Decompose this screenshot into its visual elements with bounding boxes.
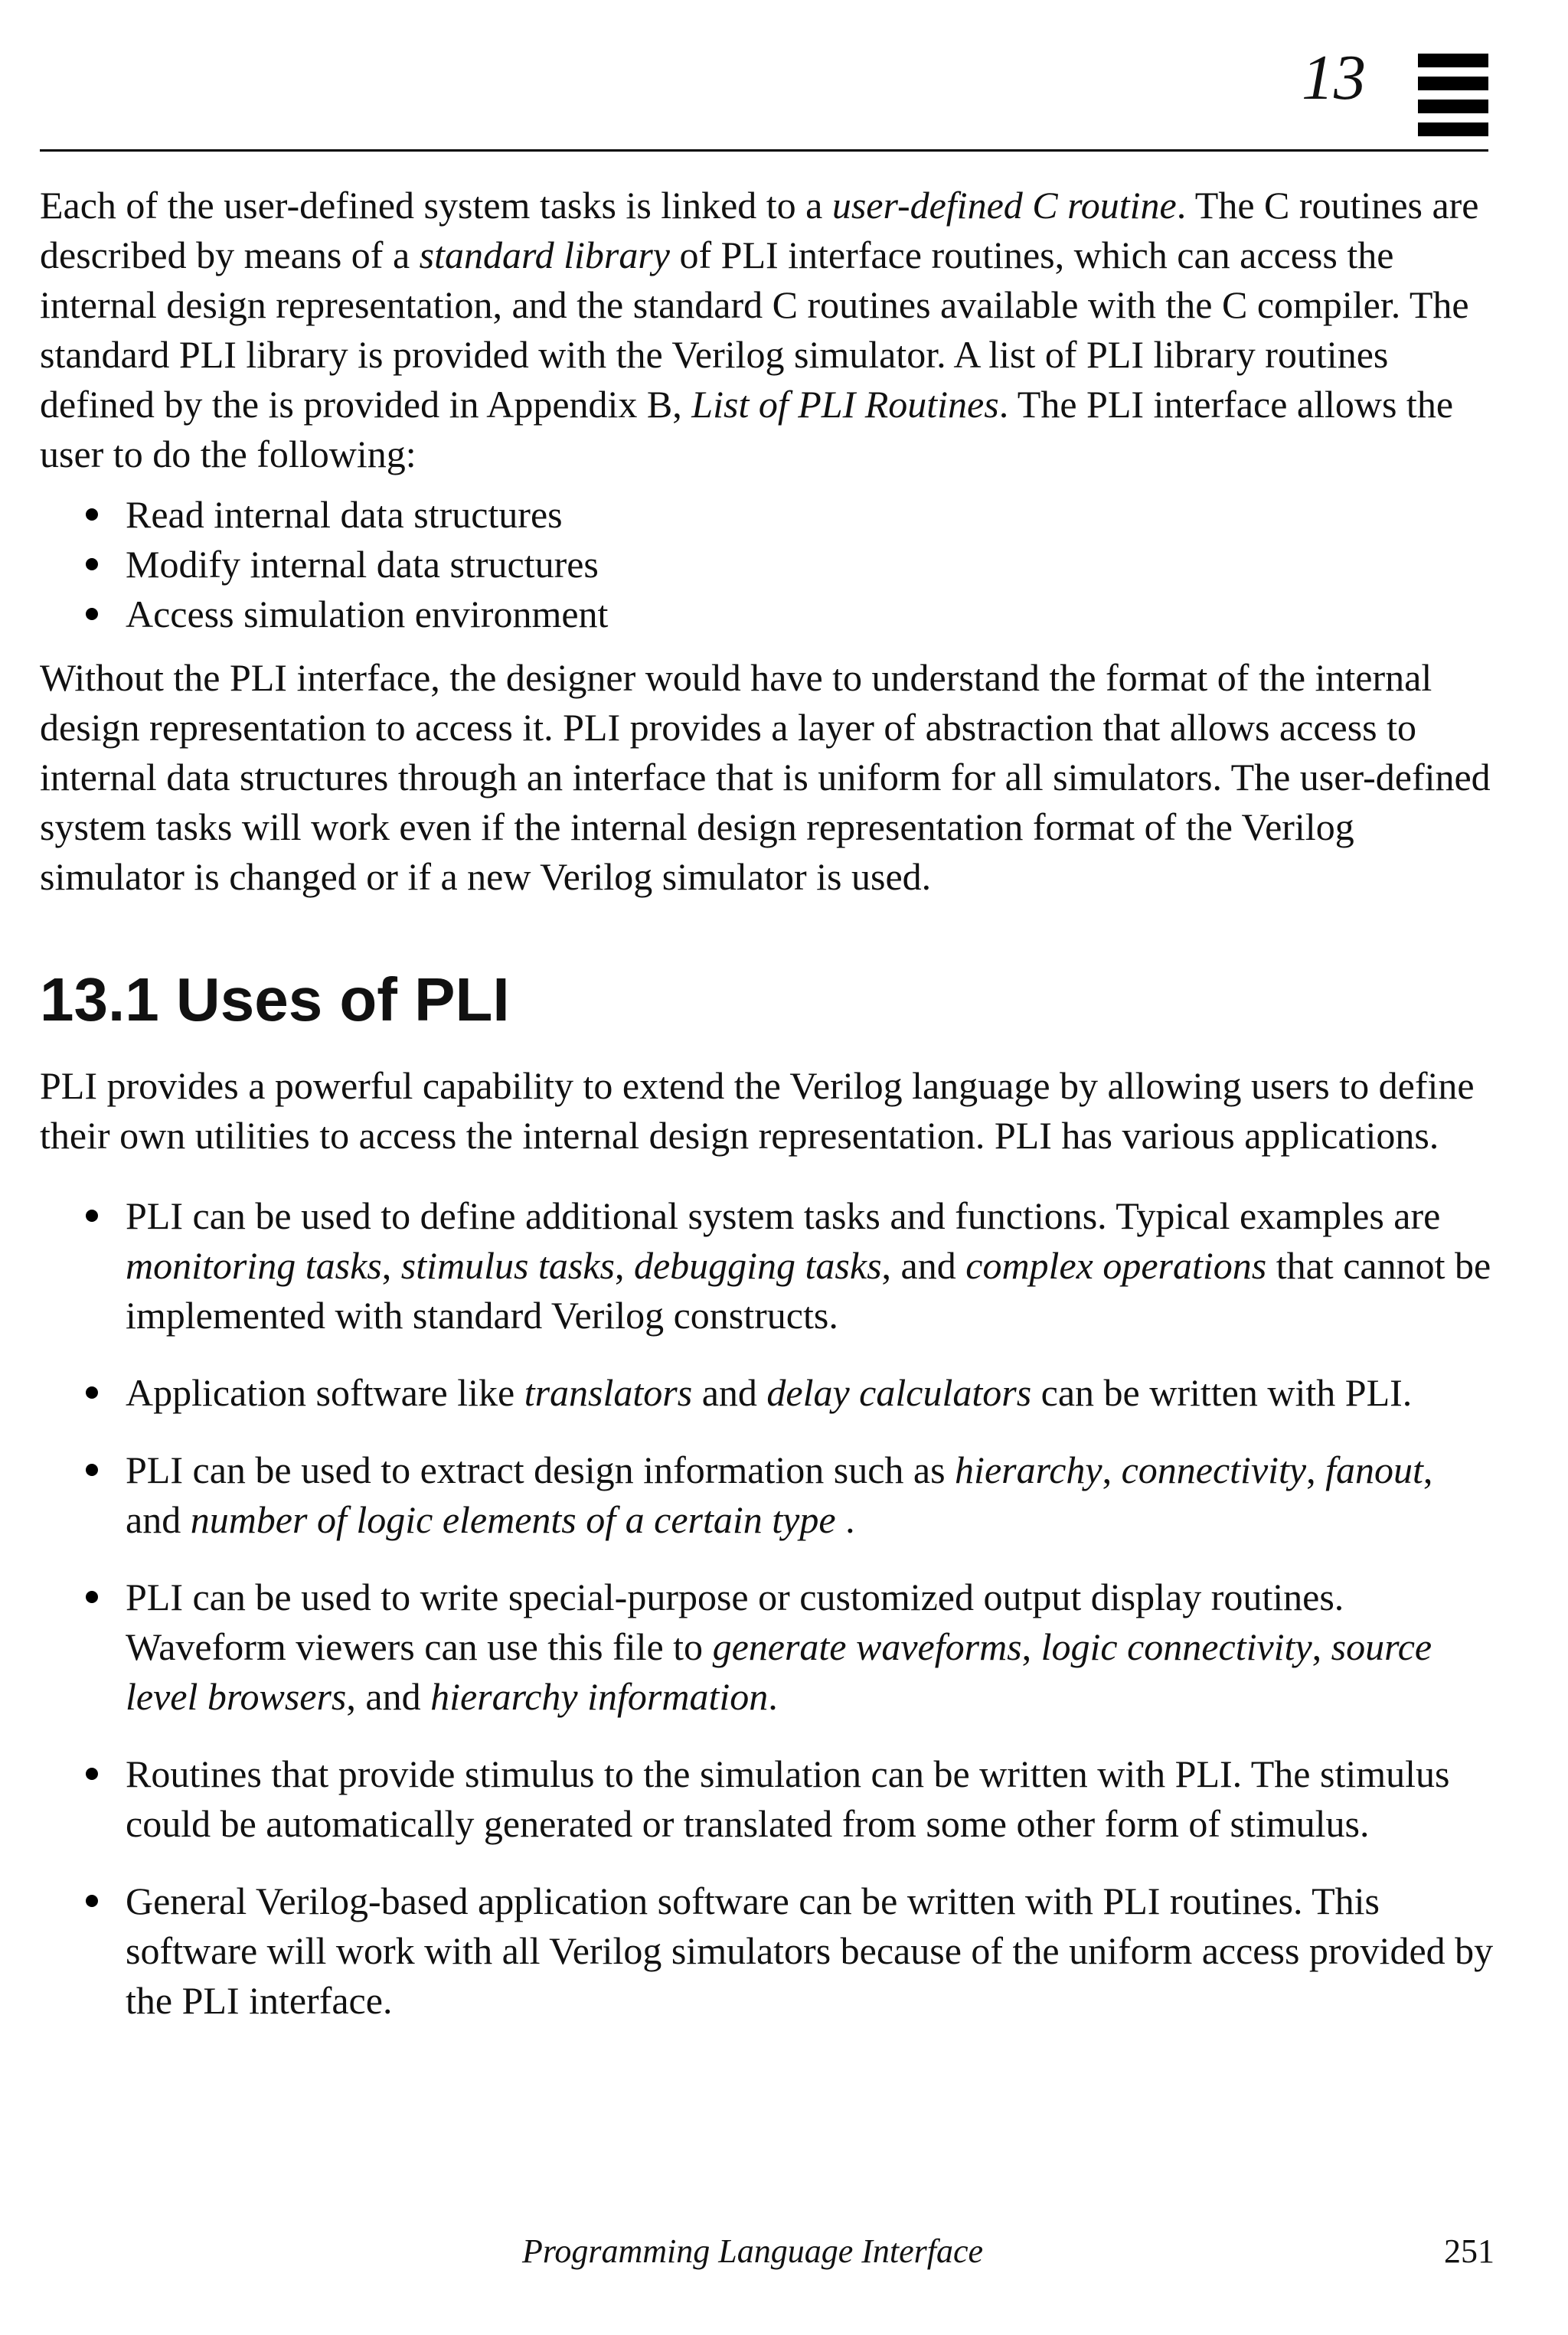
list-item: PLI can be used to write special-purpose or customized output display routines. Waveform viewers can use this file to generate waveforms, logic connectivity, source level browsers, and hierarchy information. [86, 1572, 1494, 1722]
section-intro: PLI provides a powerful capability to extend the Verilog language by allowing users to define their own utilities to access the internal design representation. PLI has various applications. [40, 1064, 1475, 1157]
bullet-icon [86, 1895, 98, 1907]
bullet-icon [86, 1210, 98, 1222]
bullet-icon [86, 508, 98, 521]
list-item: PLI can be used to define additional system tasks and functions. Typical examples are monitoring tasks, stimulus tasks, debugging tasks, and complex operations that cannot be implemented with standard Verilog constructs. [86, 1191, 1494, 1341]
chapter-number: 13 [1302, 42, 1366, 113]
bullet-icon [86, 558, 98, 570]
intro-paragraph-1: Each of the user-defined system tasks is linked to a user-defined C routine. The C routines are described by means of a standard library of PLI interface routines, which can access the internal design representation, and the standard C routines available with the C compiler. The standard PLI library is provided with the Verilog simulator. A list of PLI library routines defined by the is provided in Appendix B, List of PLI Routines. The PLI interface allows the user to do the following: [40, 184, 1479, 475]
section-heading: 13.1 Uses of PLI [40, 965, 510, 1034]
intro-paragraph-2: Without the PLI interface, the designer would have to understand the format of the internal design representation to access it. PLI provides a layer of abstraction that allows access to internal data structures through an interface that is uniform for all simulators. The user-defined system tasks will work even if the internal design representation format of the Verilog simulator is changed or if a new Verilog simulator is used. [40, 656, 1491, 898]
bullet-icon [86, 608, 98, 620]
list-item: Read internal data structures [86, 490, 1494, 540]
bullet-icon [86, 1464, 98, 1476]
bullet-icon [86, 1386, 98, 1399]
chapter-marker-bars [1418, 54, 1488, 138]
list-item: PLI can be used to extract design information such as hierarchy, connectivity, fanout, and number of logic elements of a certain type . [86, 1445, 1494, 1545]
bullet-icon [86, 1768, 98, 1780]
list-item: Modify internal data structures [86, 540, 1494, 589]
page-body [40, 181, 1494, 2053]
capability-list [40, 490, 1494, 639]
page-header [40, 31, 1488, 161]
bullet-icon [86, 1591, 98, 1603]
list-item: Application software like translators and delay calculators can be written with PLI. [86, 1368, 1494, 1418]
page-footer [40, 2232, 1494, 2285]
list-item: Routines that provide stimulus to the simulation can be written with PLI. The stimulus could be automatically generated or translated from some other form of stimulus. [86, 1749, 1494, 1849]
uses-list [40, 1191, 1494, 2026]
header-rule [40, 149, 1488, 152]
list-item: Access simulation environment [86, 589, 1494, 639]
page-number: 251 [1444, 2232, 1494, 2270]
running-footer-title: Programming Language Interface [522, 2232, 984, 2270]
list-item: General Verilog-based application software can be written with PLI routines. This software will work with all Verilog simulators because of the uniform access provided by the PLI interface. [86, 1876, 1494, 2026]
